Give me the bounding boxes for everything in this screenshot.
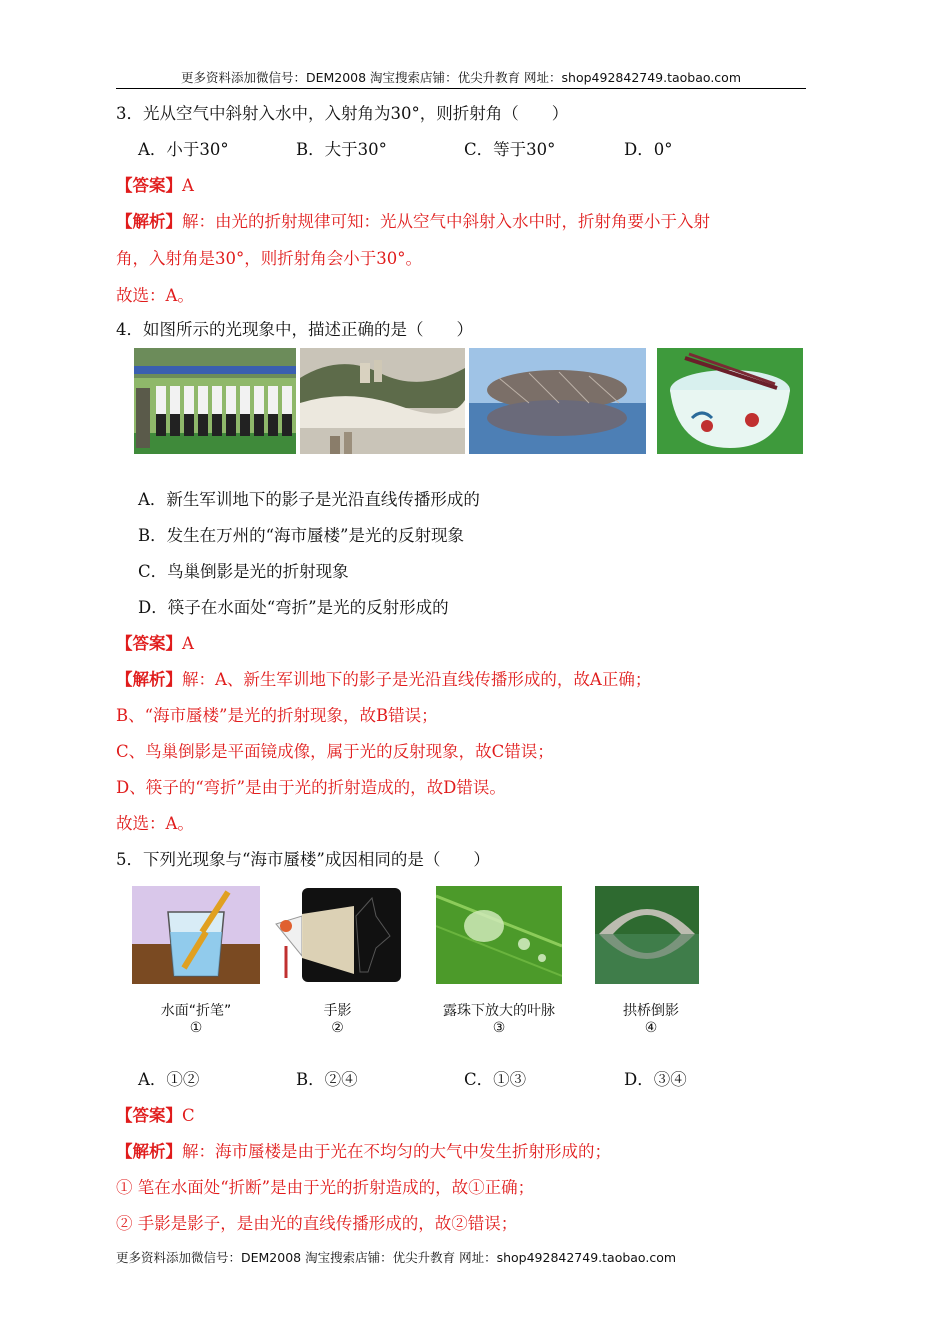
- q3-option-c: C．等于30°: [464, 140, 556, 159]
- caption-3: [420, 1000, 578, 1036]
- q4-option-c: C．鸟巢倒影是光的折射现象: [138, 562, 349, 581]
- q5-analysis-line-1: 【解析】解：海市蜃楼是由于光在不均匀的大气中发生折射形成的；: [116, 1142, 611, 1161]
- page-header: 更多资料添加微信号：DEM2008 淘宝搜索店铺：优尖升教育 网址：shop492842749.taobao.com: [180, 70, 742, 85]
- caption-3-num: ③: [492, 1020, 506, 1036]
- q4-analysis-line-1: 【解析】解：A、新生军训地下的影子是光沿直线传播形成的，故A正确；: [116, 670, 652, 689]
- caption-4-num: ④: [644, 1020, 658, 1036]
- arch-bridge-reflection-image: [595, 886, 699, 984]
- q3-analysis-line-2: 角，入射角是30°，则折射角会小于30°。: [116, 249, 422, 268]
- page-footer: 更多资料添加微信号：DEM2008 淘宝搜索店铺：优尖升教育 网址：shop492842749.taobao.com: [116, 1250, 677, 1265]
- caption-4: [595, 1000, 707, 1036]
- q4-option-d: D．筷子在水面处“弯折”是光的反射形成的: [138, 598, 449, 617]
- military-training-photo: [134, 348, 296, 454]
- q3-answer: [116, 172, 194, 196]
- q5-option-b: B．②④: [296, 1070, 358, 1089]
- q4-analysis-line-4: D、筷子的“弯折”是由于光的折射造成的，故D错误。: [116, 778, 506, 797]
- q3-analysis-line-1: 【解析】解：由光的折射规律可知：光从空气中斜射入水中时，折射角要小于入射: [116, 212, 710, 231]
- hand-shadow-image: [272, 886, 403, 984]
- birds-nest-reflection-photo: [469, 348, 646, 454]
- q3-stem: 3．光从空气中斜射入水中，入射角为30°，则折射角（ ）: [116, 104, 569, 123]
- q5-option-c: C．①③: [464, 1070, 527, 1089]
- q5-stem: 5．下列光现象与“海市蜃楼”成因相同的是（ ）: [116, 850, 490, 869]
- mirage-photo: [300, 348, 465, 454]
- q3-option-a: A．小于30°: [138, 140, 229, 159]
- q3-option-d: D．0°: [624, 140, 673, 159]
- header-rule: [116, 88, 806, 89]
- q5-analysis-line-2: ① 笔在水面处“折断”是由于光的折射造成的，故①正确；: [116, 1178, 535, 1197]
- caption-1-label: 水面“折笔”: [160, 1003, 232, 1019]
- caption-4-label: 拱桥倒影: [623, 1003, 679, 1019]
- caption-2: [272, 1000, 403, 1036]
- caption-1: [132, 1000, 260, 1036]
- caption-2-num: ②: [331, 1020, 344, 1036]
- q4-stem: 4．如图所示的光现象中，描述正确的是（ ）: [116, 320, 473, 339]
- caption-1-num: ①: [189, 1020, 203, 1036]
- chopsticks-bowl-photo: [657, 348, 803, 454]
- dewdrop-leaf-image: [436, 886, 562, 984]
- q3-answer-tag: 【答案】: [116, 176, 182, 195]
- q5-option-d: D．③④: [624, 1070, 687, 1089]
- q4-analysis-line-2: B、“海市蜃楼”是光的折射现象，故B错误；: [116, 706, 438, 725]
- q5-answer: 【答案】C: [116, 1106, 195, 1125]
- q4-choice: 故选：A。: [116, 814, 194, 833]
- caption-2-label: 手影: [323, 1003, 352, 1019]
- q5-analysis-line-3: ② 手影是影子，是由光的直线传播形成的，故②错误；: [116, 1214, 518, 1233]
- q3-analysis-tag: 【解析】: [116, 212, 182, 231]
- q4-answer: 【答案】A: [116, 634, 194, 653]
- q3-answer-value: A: [182, 176, 194, 195]
- q3-choice: 故选：A。: [116, 286, 194, 305]
- q4-analysis-line-3: C、鸟巢倒影是平面镜成像，属于光的反射现象，故C错误；: [116, 742, 554, 761]
- q5-option-a: A．①②: [138, 1070, 200, 1089]
- q4-option-a: A．新生军训地下的影子是光沿直线传播形成的: [138, 490, 480, 509]
- caption-3-label: 露珠下放大的叶脉: [443, 1003, 555, 1019]
- pencil-in-water-image: [132, 886, 260, 984]
- q3-option-b: B．大于30°: [296, 140, 387, 159]
- q4-option-b: B．发生在万州的“海市蜃楼”是光的反射现象: [138, 526, 464, 545]
